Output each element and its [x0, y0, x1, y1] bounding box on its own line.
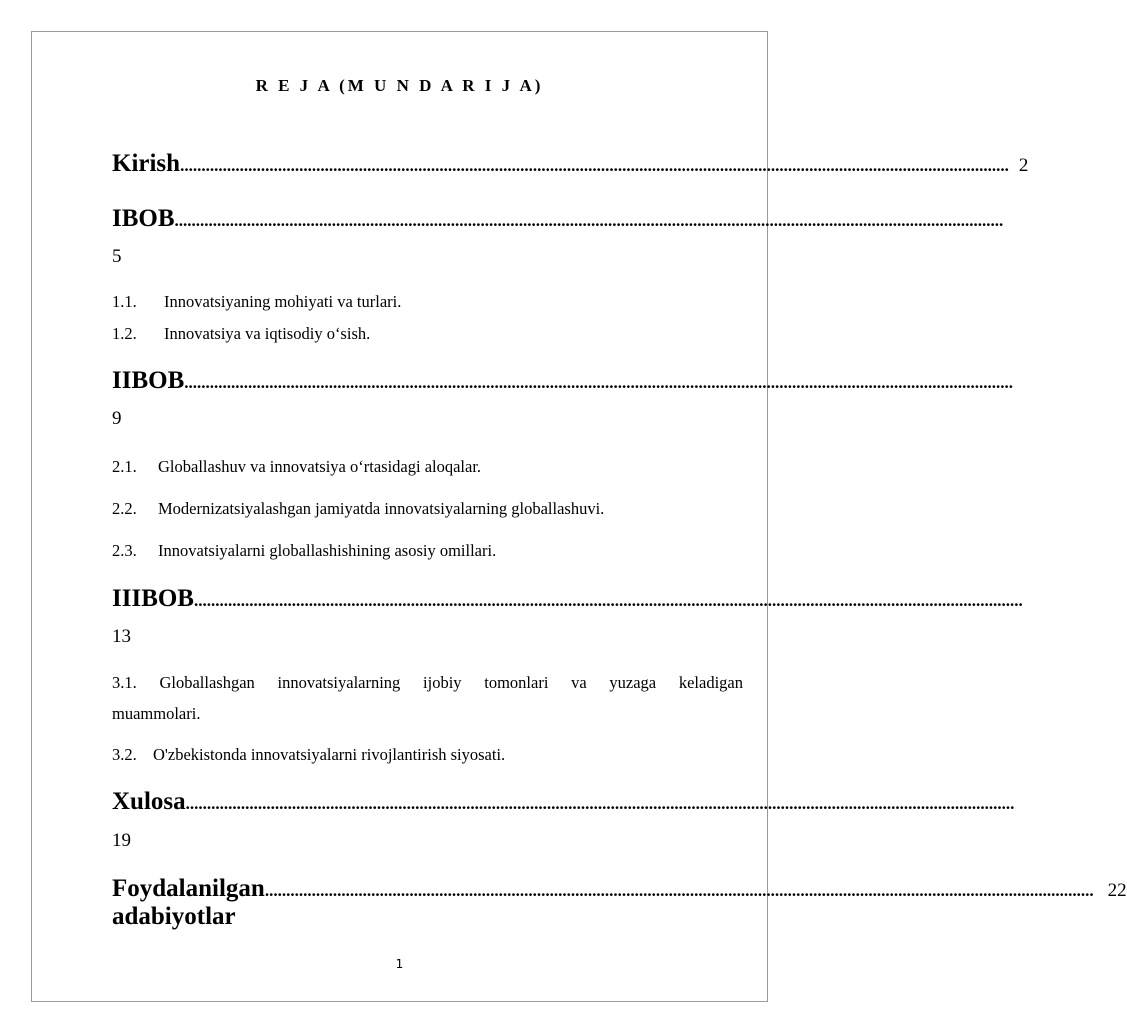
toc-dots: ...................................................................................................................................................................................................: [193, 591, 1023, 610]
toc-page-number: 9: [112, 408, 122, 429]
subitem-text: Modernizatsiyalashgan jamiyatda innovatsiyalarning globallashuvi.: [158, 499, 605, 518]
toc-entry-bob-3[interactable]: [112, 585, 1023, 613]
toc-dots: ...................................................................................................................................................................................................: [174, 211, 1004, 230]
toc-subitem[interactable]: [112, 541, 496, 561]
subitem-text-line-1: Globallashgan innovatsiyalarning ijobiy tomonlari va yuzaga keladigan: [159, 673, 743, 692]
toc-roman: I: [112, 205, 122, 232]
subitem-number: 3.1.: [112, 673, 137, 692]
toc-label: Foydalanilgan adabiyotlar: [112, 875, 265, 930]
toc-subitem[interactable]: [112, 673, 743, 693]
document-page: [31, 31, 1127, 1002]
toc-dots: ...................................................................................................................................................................................................: [264, 881, 1094, 900]
toc-dots: ...................................................................................................................................................................................................: [184, 373, 1014, 392]
toc-page-number: 22: [1107, 880, 1127, 901]
subitem-text: Innovatsiya va iqtisodiy o‘sish.: [164, 324, 371, 343]
toc-label: BOB: [141, 585, 194, 612]
subitem-number: 2.1.: [112, 457, 137, 476]
subitem-number: 2.2.: [112, 499, 137, 518]
toc-label: BOB: [121, 205, 175, 232]
toc-subitem[interactable]: [112, 457, 481, 477]
toc-subitem[interactable]: [112, 324, 370, 344]
subitem-number: 1.1.: [112, 292, 137, 311]
toc-label: Xulosa: [112, 788, 186, 815]
subitem-text: Globallashuv va innovatsiya o‘rtasidagi aloqalar.: [158, 457, 482, 476]
toc-entry-adabiyotlar[interactable]: [112, 875, 1127, 931]
toc-dots: ...................................................................................................................................................................................................: [180, 156, 1009, 175]
subitem-number: 2.3.: [112, 541, 137, 560]
toc-page-number: 19: [112, 830, 131, 851]
subitem-text: O'zbekistonda innovatsiyalarni rivojlantirish siyosati.: [153, 745, 506, 764]
subitem-text-line-2: muammolari.: [112, 704, 201, 723]
toc-entry-bob-2[interactable]: [112, 367, 1014, 395]
subitem-number: 3.2.: [112, 745, 137, 764]
subitem-text: Innovatsiyaning mohiyati va turlari.: [164, 292, 402, 311]
toc-entry-bob-1[interactable]: [112, 205, 1004, 233]
toc-label: BOB: [131, 367, 185, 394]
page-title: R E J A (M U N D A R I J A): [255, 76, 544, 95]
subitem-number: 1.2.: [112, 324, 137, 343]
toc-page-number: 13: [112, 626, 131, 647]
toc-roman: II: [112, 367, 132, 394]
toc-subitem[interactable]: [112, 745, 505, 765]
toc-entry-xulosa[interactable]: [112, 788, 1015, 816]
toc-page-number: 5: [112, 246, 122, 267]
toc-dots: ...................................................................................................................................................................................................: [185, 794, 1015, 813]
subitem-text: Innovatsiyalarni globallashishining asosiy omillari.: [158, 541, 497, 560]
toc-label: Kirish: [112, 150, 181, 177]
footer-page-number: 1: [395, 957, 404, 971]
toc-page-number: 2: [1018, 155, 1029, 176]
toc-subitem[interactable]: [112, 499, 604, 519]
toc-entry-kirish[interactable]: [112, 150, 1029, 178]
toc-subitem[interactable]: [112, 292, 401, 312]
toc-roman: III: [112, 585, 142, 612]
